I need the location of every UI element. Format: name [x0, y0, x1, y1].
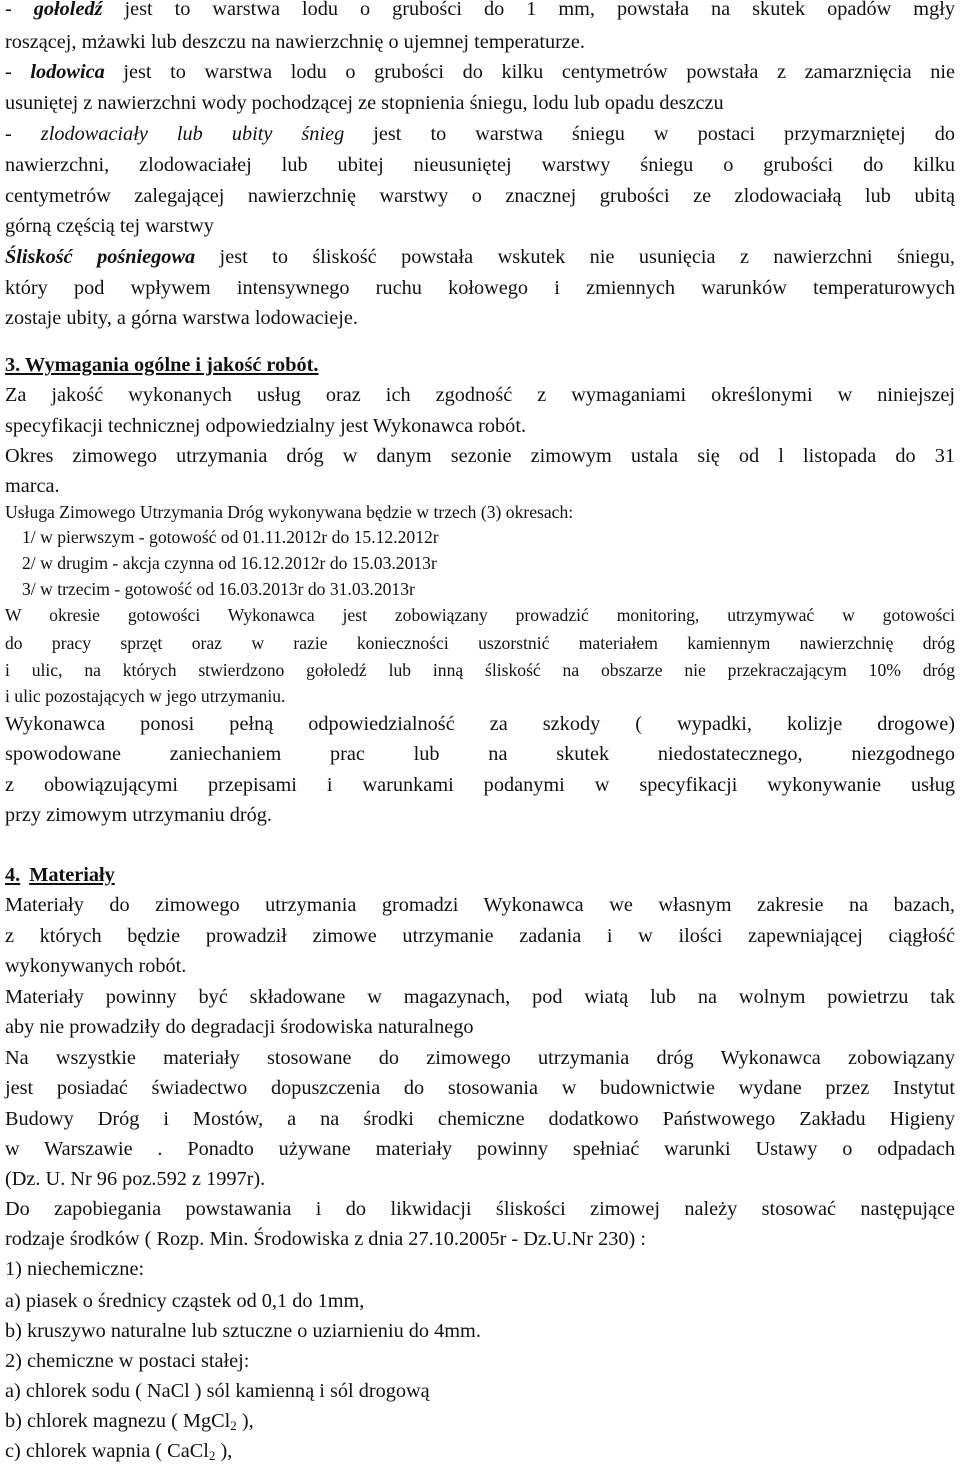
text-line: Materiały powinny być składowane w magazynach, pod wiatą lub na wolnym powietrzu tak [5, 986, 955, 1008]
text-line: Materiały do zimowego utrzymania gromadzi Wykonawca we własnym zakresie na bazach, [5, 894, 955, 916]
text-line: - gołoledź jest to warstwa lodu o grubości do 1 mm, powstała na skutek opadów mgły [5, 0, 955, 20]
text-line: nawierzchni, zlodowaciałej lub ubitej nieusuniętej warstwy śniegu o grubości do kilku [5, 154, 955, 176]
text-line: (Dz. U. Nr 96 poz.592 z 1997r). [5, 1168, 266, 1190]
term-ice-layer: lodowica [30, 61, 105, 83]
section-heading: 3. Wymagania ogólne i jakość robót. [5, 354, 319, 376]
text-line: centymetrów zalegającej nawierzchnię warstwy o znacznej grubości ze zlodowaciałą lub ubitą [5, 185, 955, 207]
list-item: c) chlorek wapnia ( CaCl$_2$ ), [5, 1440, 233, 1463]
text-line: Śliskość pośniegowa jest to śliskość powstała wskutek nie usunięcia z nawierzchni śniegu, [5, 246, 955, 268]
text-line: - zlodowaciały lub ubity śnieg jest to warstwa śniegu w postaci przymarzniętej do [5, 123, 955, 145]
text-line: jest posiadać świadectwo dopuszczenia do stosowania w budownictwie wydane przez Instytut [5, 1077, 955, 1099]
section-heading: 4. Materiały [5, 864, 115, 886]
text-line: przy zimowym utrzymaniu dróg. [5, 804, 272, 826]
text-line: wykonywanych robót. [5, 955, 187, 977]
term-packed-snow: zlodowaciały lub ubity śnieg [40, 123, 345, 145]
term-post-snow-slipperiness: Śliskość pośniegowa [5, 246, 196, 268]
text-line: usuniętej z nawierzchni wody pochodzącej ze stopnienia śniegu, lodu lub opadu deszczu [5, 92, 724, 114]
text-line: W okresie gotowości Wykonawca jest zobowiązany prowadzić monitoring, utrzymywać w gotowości [5, 605, 955, 625]
text-line: Wykonawca ponosi pełną odpowiedzialność za szkody ( wypadki, kolizje drogowe) [5, 713, 955, 735]
text-line: - lodowica jest to warstwa lodu o grubości do kilku centymetrów powstała z zamarznięcia nie [5, 61, 955, 83]
period-item: 3/ w trzecim - gotowość od 16.03.2013r do 31.03.2013r [22, 579, 415, 599]
text-line: specyfikacji technicznej odpowiedzialny jest Wykonawca robót. [5, 415, 527, 437]
text-line: Za jakość wykonanych usług oraz ich zgodność z wymaganiami określonymi w niniejszej [5, 384, 955, 406]
list-item: a) piasek o średnicy cząstek od 0,1 do 1mm, [5, 1290, 365, 1312]
text-line: Do zapobiegania powstawania i do likwidacji śliskości zimowej należy stosować następujące [5, 1198, 955, 1220]
text-line: spowodowane zaniechaniem prac lub na skutek niedostatecznego, niezgodnego [5, 743, 955, 765]
text-line: zostaje ubity, a górna warstwa lodowacieje. [5, 307, 358, 329]
text-line: i ulic, na których stwierdzono gołoledź lub inną śliskość na obszarze nie przekraczającym 10% dróg [5, 660, 955, 680]
text-line: rodzaje środków ( Rozp. Min. Środowiska z dnia 27.10.2005r - Dz.U.Nr 230) : [5, 1228, 646, 1250]
list-item: b) kruszywo naturalne lub sztuczne o uziarnieniu do 4mm. [5, 1320, 481, 1342]
text-line: Budowy Dróg i Mostów, a na środki chemiczne dodatkowo Państwowego Zakładu Higieny [5, 1108, 955, 1130]
text-line: roszącej, mżawki lub deszczu na nawierzchnię o ujemnej temperaturze. [5, 31, 585, 53]
text-line: z których będzie prowadził zimowe utrzymanie zadania i w ilości zapewniającej ciągłość [5, 925, 955, 947]
text-line: do pracy sprzęt oraz w razie konieczności uszorstnić materiałem kamiennym nawierzchnię dróg [5, 633, 955, 653]
list-item: a) chlorek sodu ( NaCl ) sól kamienną i sól drogową [5, 1380, 430, 1402]
text-line: z obowiązującymi przepisami i warunkami podanymi w specyfikacji wykonywanie usług [5, 774, 955, 796]
list-heading: 2) chemiczne w postaci stałej: [5, 1350, 250, 1372]
list-heading: 1) niechemiczne: [5, 1258, 145, 1280]
text-line: Na wszystkie materiały stosowane do zimowego utrzymania dróg Wykonawca zobowiązany [5, 1047, 955, 1069]
term-glaze-ice: gołoledź [33, 0, 103, 20]
text-line: Okres zimowego utrzymania dróg w danym sezonie zimowym ustala się od l listopada do 31 [5, 445, 955, 467]
text-line: który pod wpływem intensywnego ruchu kołowego i zmiennych warunków temperaturowych [5, 277, 955, 299]
text-line: w Warszawie . Ponadto używane materiały powinny spełniać warunki Ustawy o odpadach [5, 1138, 955, 1160]
period-item: 1/ w pierwszym - gotowość od 01.11.2012r do 15.12.2012r [22, 527, 439, 547]
text-line: i ulic pozostających w jego utrzymaniu. [5, 686, 286, 706]
text-line: aby nie prowadziły do degradacji środowiska naturalnego [5, 1016, 474, 1038]
text-line: marca. [5, 475, 60, 497]
period-item: 2/ w drugim - akcja czynna od 16.12.2012r do 15.03.2013r [22, 553, 437, 573]
text-line: górną częścią tej warstwy [5, 215, 214, 237]
text-line: Usługa Zimowego Utrzymania Dróg wykonywana będzie w trzech (3) okresach: [5, 502, 574, 522]
list-item: b) chlorek magnezu ( MgCl$_2$ ), [5, 1410, 254, 1433]
